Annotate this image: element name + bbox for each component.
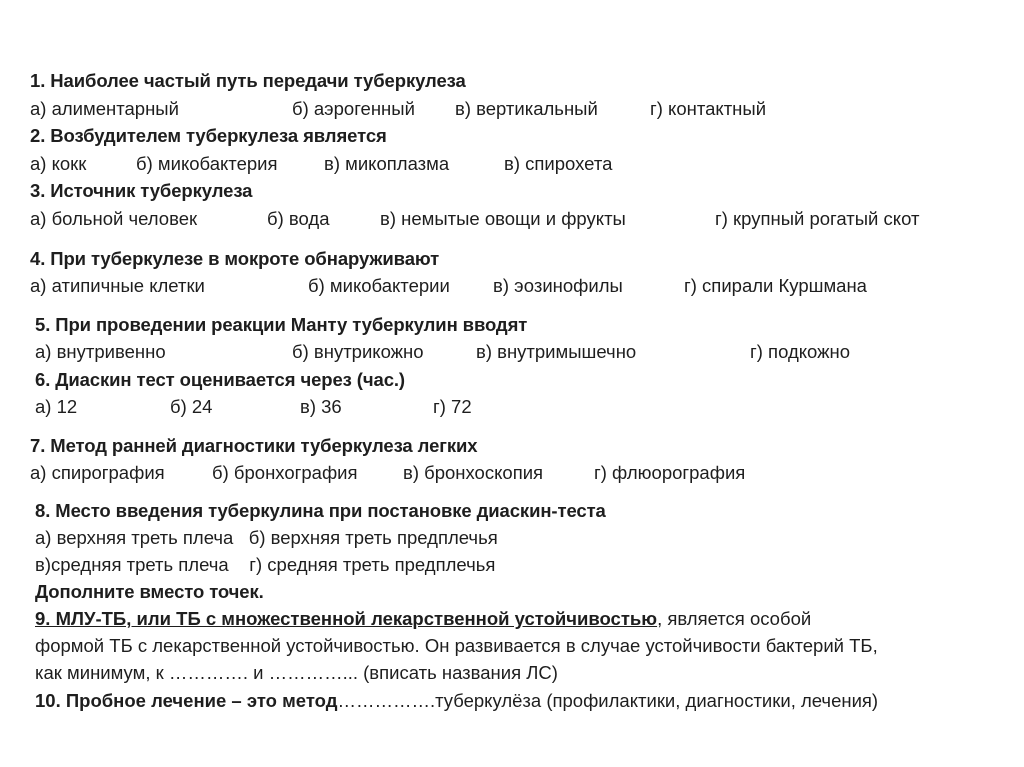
question-1-title: 1. Наиболее частый путь передачи туберкулеза: [30, 70, 466, 91]
question-10-bold: 10. Пробное лечение – это метод: [35, 690, 338, 711]
q3-option-a: а) больной человек: [30, 208, 198, 229]
q6-option-d: г) 72: [433, 396, 472, 417]
question-8-title: 8. Место введения туберкулина при постановке диаскин-теста: [35, 500, 606, 521]
q7-option-b: б) бронхография: [212, 462, 358, 483]
q6-option-b: б) 24: [170, 396, 213, 417]
question-9-bold: 9. МЛУ-ТБ, или ТБ с множественной лекарственной устойчивостью: [35, 608, 658, 629]
question-9-rest-line-1: , является особой: [657, 608, 812, 629]
q4-option-a: а) атипичные клетки: [30, 275, 205, 296]
q5-option-a: а) внутривенно: [35, 341, 166, 362]
q2-option-b: б) микобактерия: [136, 153, 278, 174]
q7-option-a: а) спирография: [30, 462, 165, 483]
q4-option-d: г) спирали Куршмана: [684, 275, 867, 296]
question-9-line-1: [35, 606, 811, 632]
question-7-options: [30, 460, 1010, 486]
question-2-options: [30, 151, 1010, 177]
question-9-line-2: формой ТБ с лекарственной устойчивостью. Он развивается в случае устойчивости бактерий ТБ,: [35, 635, 878, 656]
fill-in-heading: Дополните вместо точек.: [35, 581, 264, 602]
question-5-title: 5. При проведении реакции Манту туберкулин вводят: [35, 314, 528, 335]
question-9-line-3: как минимум, к …………. и …………... (вписать названия ЛС): [35, 662, 558, 683]
q7-option-c: в) бронхоскопия: [403, 462, 544, 483]
q1-option-d: г) контактный: [650, 98, 767, 119]
q6-option-a: а) 12: [35, 396, 78, 417]
q5-option-c: в) внутримышечно: [476, 341, 637, 362]
question-2-title: 2. Возбудителем туберкулеза является: [30, 125, 387, 146]
question-10-line: [35, 688, 878, 714]
question-10-rest: …………….туберкулёза (профилактики, диагностики, лечения): [337, 690, 879, 711]
question-8-options-line-1: а) верхняя треть плеча б) верхняя треть предплечья: [35, 527, 498, 548]
q5-option-d: г) подкожно: [750, 341, 851, 362]
question-7-title: 7. Метод ранней диагностики туберкулеза легких: [30, 435, 478, 456]
question-4-title: 4. При туберкулезе в мокроте обнаруживают: [30, 248, 440, 269]
q4-option-c: в) эозинофилы: [493, 275, 623, 296]
q2-option-a: а) кокк: [30, 153, 87, 174]
question-3-title: 3. Источник туберкулеза: [30, 180, 253, 201]
q1-option-a: а) алиментарный: [30, 98, 179, 119]
q6-option-c: в) 36: [300, 396, 342, 417]
question-8-options-line-2: в)средняя треть плеча г) средняя треть предплечья: [35, 554, 496, 575]
q2-option-d: в) спирохета: [504, 153, 613, 174]
q3-option-b: б) вода: [267, 208, 330, 229]
question-1-options: [30, 96, 1010, 122]
q7-option-d: г) флюорография: [594, 462, 746, 483]
q5-option-b: б) внутрикожно: [292, 341, 424, 362]
question-5-options: [35, 339, 1010, 365]
q1-option-b: б) аэрогенный: [292, 98, 415, 119]
question-6-title: 6. Диаскин тест оценивается через (час.): [35, 369, 405, 390]
q3-option-d: г) крупный рогатый скот: [715, 208, 920, 229]
q1-option-c: в) вертикальный: [455, 98, 598, 119]
q3-option-c: в) немытые овощи и фрукты: [380, 208, 626, 229]
question-6-options: [35, 394, 1010, 420]
q4-option-b: б) микобактерии: [308, 275, 450, 296]
question-4-options: [30, 273, 1010, 299]
question-3-options: [30, 206, 1010, 232]
q2-option-c: в) микоплазма: [324, 153, 450, 174]
